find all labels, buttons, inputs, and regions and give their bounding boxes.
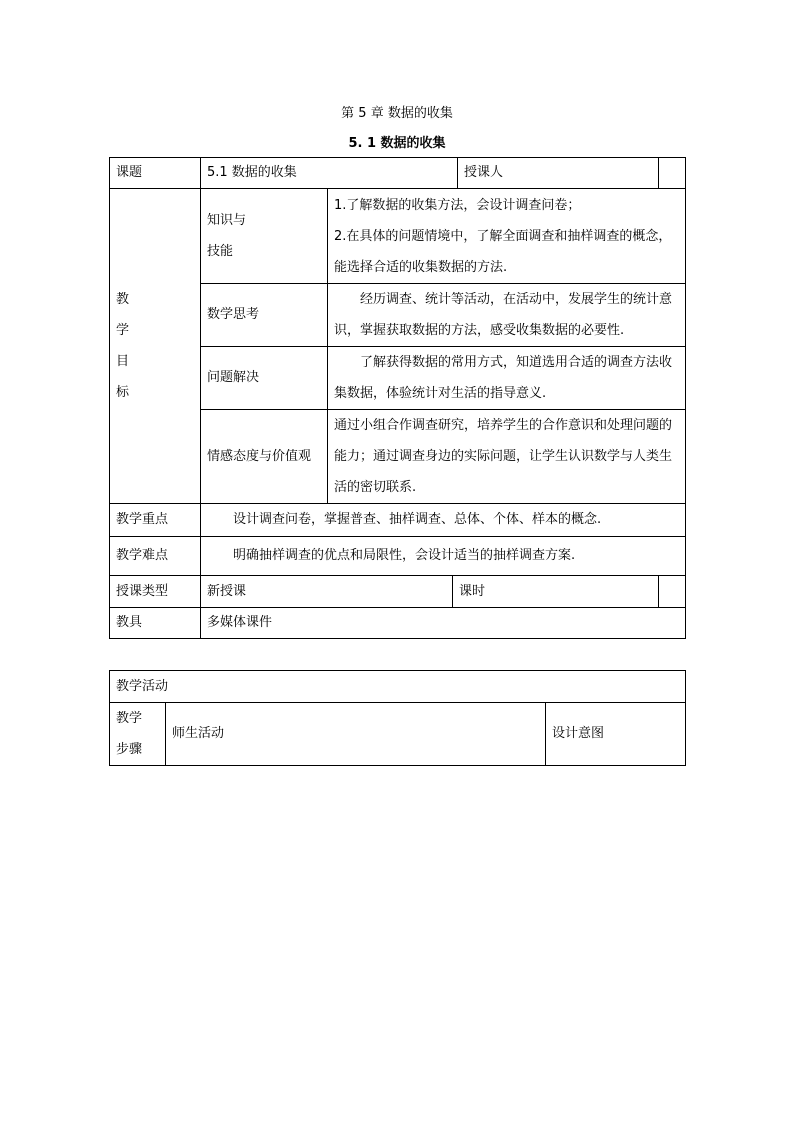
- goal-label-line: 技能: [207, 244, 234, 259]
- difficulties-value: 明确抽样调查的优点和局限性，会设计适当的抽样调查方案.: [201, 537, 686, 576]
- topic-value: 5.1 数据的收集: [201, 158, 458, 189]
- teacher-label: 授课人: [458, 158, 659, 189]
- teaching-activities-table: [109, 670, 686, 766]
- goal-label-math-thinking: 数学思考: [201, 284, 328, 347]
- teacher-value: [659, 158, 686, 189]
- goal-content-problem-solving: 了解获得数据的常用方式，知道选用合适的调查方法收集数据，体验统计对生活的指导意义.: [328, 347, 686, 410]
- key-points-value: 设计调查问卷，掌握普查、抽样调查、总体、个体、样本的概念.: [201, 504, 686, 537]
- goal-label-knowledge: [201, 189, 328, 284]
- class-type-value: 新授课: [201, 576, 453, 608]
- topic-label: 课题: [110, 158, 201, 189]
- design-intent-label: 设计意图: [546, 703, 686, 766]
- goal-content-knowledge: [328, 189, 686, 284]
- teacher-student-activities-label: 师生活动: [166, 703, 546, 766]
- goal-content-math-thinking: 经历调查、统计等活动，在活动中，发展学生的统计意识，掌握获取数据的方法，感受收集数据的必要性.: [328, 284, 686, 347]
- steps-label: [110, 703, 166, 766]
- goals-label-char: 学: [116, 323, 130, 338]
- goal-content-attitude: 通过小组合作调查研究，培养学生的合作意识和处理问题的能力；通过调查身边的实际问题，让学生认识数学与人类生活的密切联系.: [328, 410, 686, 504]
- section-title: 5. 1 数据的收集: [348, 136, 446, 151]
- chapter-title: 第 5 章 数据的收集: [341, 106, 453, 121]
- class-hours-value: [659, 576, 686, 608]
- goal-label-problem-solving: 问题解决: [201, 347, 328, 410]
- class-hours-label: 课时: [453, 576, 659, 608]
- key-points-label: 教学重点: [110, 504, 201, 537]
- goals-label-char: 目: [116, 354, 130, 369]
- class-type-label: 授课类型: [110, 576, 201, 608]
- goal-label-attitude: 情感态度与价值观: [201, 410, 328, 504]
- steps-label-line: 步骤: [116, 742, 143, 757]
- tools-value: 多媒体课件: [201, 608, 686, 639]
- steps-label-line: 教学: [116, 711, 143, 726]
- tools-label: 教具: [110, 608, 201, 639]
- goals-label-char: 标: [116, 385, 130, 400]
- goals-label-char: 教: [116, 292, 130, 307]
- teaching-goals-label: [110, 189, 201, 504]
- goal-content-line: 1.了解数据的收集方法，会设计调查问卷；: [334, 197, 581, 213]
- lesson-info-table: [109, 157, 686, 639]
- difficulties-label: 教学难点: [110, 537, 201, 576]
- goal-label-line: 知识与: [207, 213, 247, 228]
- goal-content-line: 2.在具体的问题情境中，了解全面调查和抽样调查的概念，能选择合适的收集数据的方法.: [334, 228, 672, 275]
- activities-label: 教学活动: [110, 671, 686, 703]
